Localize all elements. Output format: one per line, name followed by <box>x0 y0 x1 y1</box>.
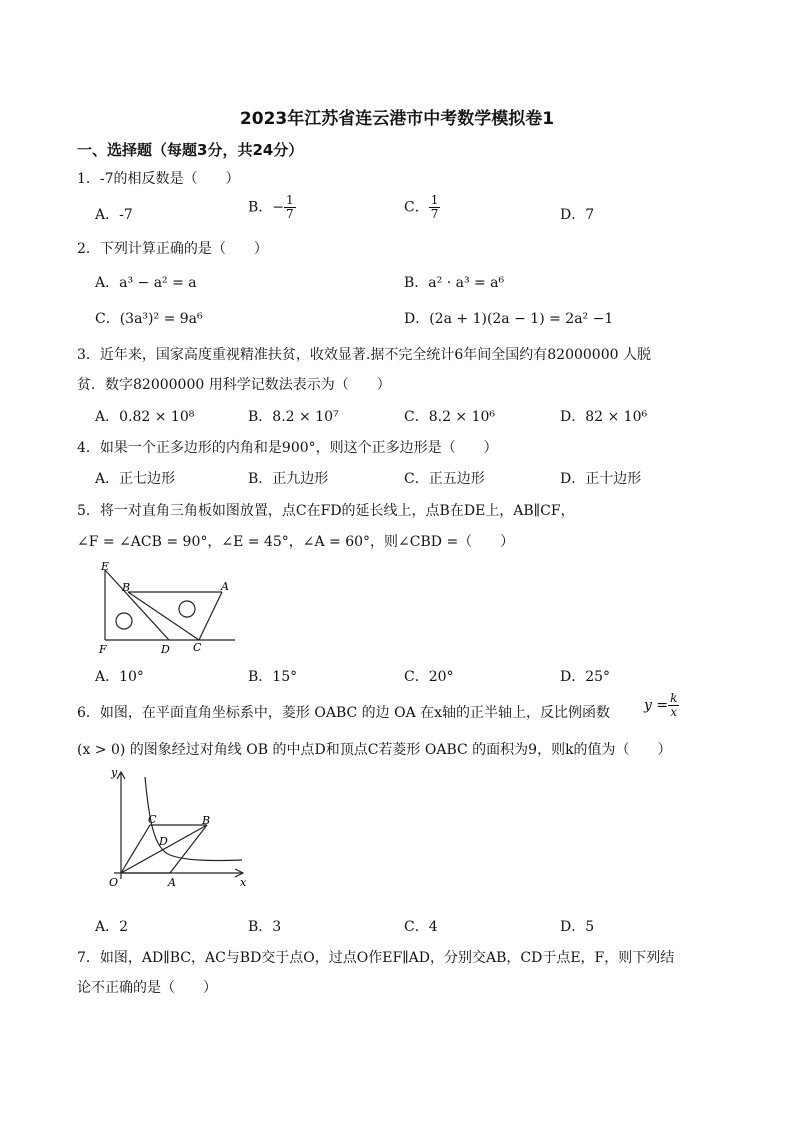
q3-option-d: D．82 × 10⁶ <box>560 409 648 425</box>
q6-label-c: C <box>148 813 157 826</box>
q6-coordinate-figure <box>100 765 250 895</box>
q6-label-y: y <box>111 766 118 779</box>
q5-line2: ∠F = ∠ACB = 90°，∠E = 45°，∠A = 60°，则∠CBD =（ ） <box>77 534 515 550</box>
q2-option-b: B．a² · a³ = a⁶ <box>404 275 505 291</box>
q5-label-c: C <box>193 641 202 654</box>
q6-line2: (x > 0) 的图象经过对角线 OB 的中点D和顶点C若菱形 OABC 的面积为9，则k的值为（ ） <box>77 742 672 758</box>
q4-option-b: B．正九边形 <box>248 471 329 487</box>
q2-stem: 2．下列计算正确的是（ ） <box>77 241 268 257</box>
q6-diagonal-ob <box>121 825 207 873</box>
q3-option-b: B．8.2 × 10⁷ <box>248 409 339 425</box>
q1-b-numerator: 1 <box>286 193 294 207</box>
q5-option-d: D．25° <box>560 669 611 685</box>
q6-option-b: B．3 <box>248 919 282 935</box>
q1-option-c-fraction <box>429 194 441 221</box>
q3-line2: 贫．数字82000000 用科学记数法表示为（ ） <box>77 377 391 393</box>
q1-option-b-prefix: B．− <box>248 199 285 216</box>
q1-option-d: D．7 <box>560 207 595 223</box>
q5-triangle-figure <box>95 561 240 657</box>
q5-option-b: B．15° <box>248 669 298 685</box>
q5-option-c: C．20° <box>404 669 454 685</box>
q4-option-d: D．正十边形 <box>560 471 642 487</box>
q3-option-a: A．0.82 × 10⁸ <box>95 409 195 425</box>
page-title: 2023年江苏省连云港市中考数学模拟卷1 <box>239 109 555 129</box>
q5-label-a: A <box>221 580 229 593</box>
q6-option-c: C．4 <box>404 919 438 935</box>
q1-b-denominator: 7 <box>286 207 294 221</box>
q6-label-b: B <box>202 814 211 827</box>
q5-label-d: D <box>161 643 170 656</box>
q3-option-c: C．8.2 × 10⁶ <box>404 409 496 425</box>
q1-c-numerator: 1 <box>430 193 439 207</box>
q5-label-f: F <box>99 643 107 656</box>
q2-option-d: D．(2a + 1)(2a − 1) = 2a² −1 <box>404 311 614 327</box>
q4-stem: 4．如果一个正多边形的内角和是900°，则这个正多边形是（ ） <box>77 440 498 456</box>
q5-option-a: A．10° <box>95 669 144 685</box>
q4-option-a: A．正七边形 <box>95 471 176 487</box>
q6-label-x: x <box>240 876 247 889</box>
q3-line1: 3．近年来，国家高度重视精准扶贫，收效显著.据不完全统计6年间全国约有82000000 人脱 <box>77 347 651 363</box>
q7-line1: 7．如图，AD∥BC，AC与BD交于点O，过点O作EF∥AD，分别交AB，CD于点E，F，则下列结 <box>77 950 675 966</box>
q5-label-b: B <box>122 581 131 594</box>
q6-line1: 6．如图，在平面直角坐标系中，菱形 OABC 的边 OA 在x轴的正半轴上，反比例函数 <box>77 705 611 721</box>
q6-func-denominator: x <box>670 705 678 719</box>
section-heading: 一、选择题（每题3分，共24分） <box>77 141 304 159</box>
q7-line2: 论不正确的是（ ） <box>77 980 217 996</box>
q1-option-c <box>404 194 440 221</box>
q2-option-c: C．(3a³)² = 9a⁶ <box>95 311 203 327</box>
q5-circle-right <box>179 601 195 617</box>
q6-option-d: D．5 <box>560 919 595 935</box>
q6-function-fraction <box>668 692 679 719</box>
q1-option-c-prefix: C． <box>404 199 429 216</box>
q5-line-ac <box>199 592 222 640</box>
q5-circle-left <box>116 613 132 629</box>
q5-line1: 5．将一对直角三角板如图放置，点C在FD的延长线上，点B在DE上，AB∥CF， <box>77 503 575 519</box>
q4-option-c: C．正五边形 <box>404 471 485 487</box>
q1-option-b-fraction <box>284 194 296 221</box>
q1-stem: 1．-7的相反数是（ ） <box>77 171 240 187</box>
q1-option-b <box>248 194 296 221</box>
q5-label-e: E <box>101 561 110 573</box>
q1-option-a: A．-7 <box>95 207 133 223</box>
q6-function-y: y = <box>644 697 669 714</box>
q6-side-oc <box>121 825 150 873</box>
q6-function <box>644 692 679 719</box>
q6-label-d: D <box>159 835 168 848</box>
q6-label-o: O <box>109 876 119 889</box>
q6-label-a: A <box>168 876 176 889</box>
q6-side-ab <box>170 825 207 873</box>
q6-func-numerator: k <box>670 691 678 705</box>
q5-line-ed <box>105 570 169 640</box>
q6-option-a: A．2 <box>95 919 129 935</box>
q2-option-a: A．a³ − a² = a <box>95 275 197 291</box>
q5-line-bc <box>128 592 199 640</box>
q1-c-denominator: 7 <box>430 207 439 221</box>
